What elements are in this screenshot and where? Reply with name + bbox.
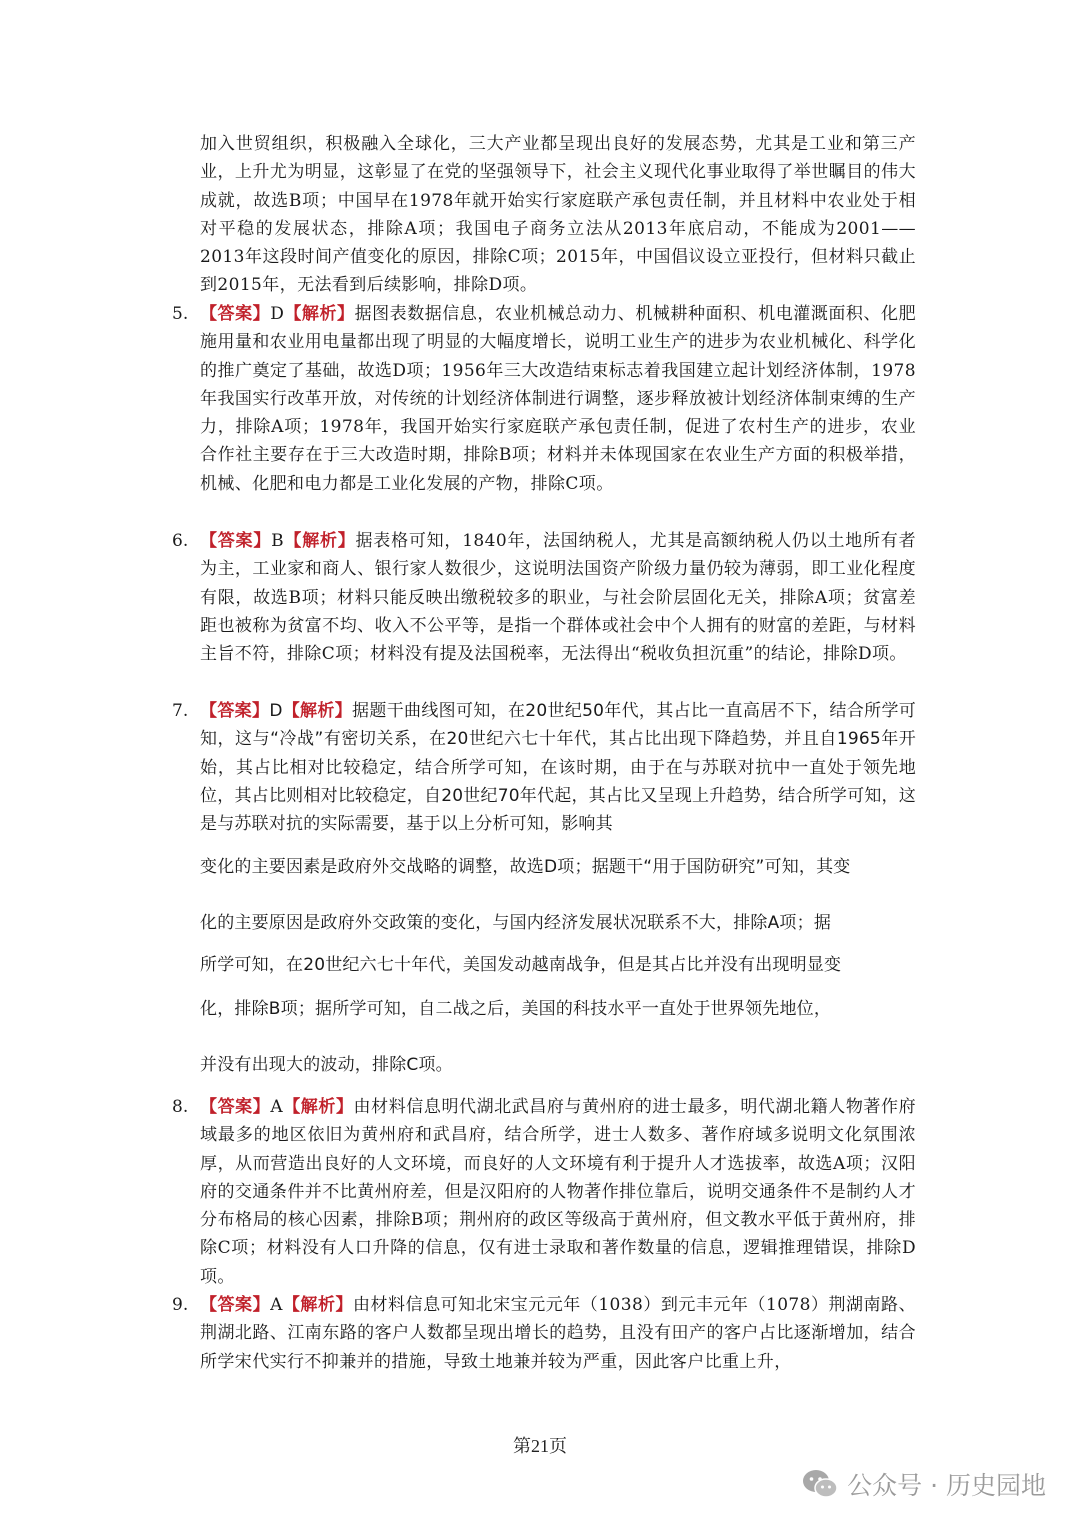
item-number: 8.	[172, 1097, 189, 1117]
answer-label: 【答案】	[200, 1295, 271, 1315]
answer-label: 【答案】	[200, 701, 270, 721]
item-body	[200, 1093, 916, 1291]
analysis-text: 据题干曲线图可知，在20世纪50年代，其占比一直高居不下，结合所学可知，这与“冷战”有密切关系，在20世纪六七十年代，其占比出现下降趋势，并且自1965年开始，其占比相对比较稳定，结合所学可知，在该时期，由于在与苏联对抗中一直处于领先地位，其占比则相对比较稳定，自20世纪70年代起，其占比又呈现上升趋势，结合所学可知，这是与苏联对抗的实际需要，基于以上分析可知，影响其	[200, 701, 916, 835]
answer-choice: A	[270, 1097, 284, 1117]
watermark	[801, 1464, 1046, 1504]
analysis-label: 【解析】	[282, 701, 353, 721]
analysis-label: 【解析】	[283, 1097, 354, 1117]
item-number: 9.	[172, 1295, 189, 1315]
item-7-continuation-3: 所学可知，在20世纪六七十年代，美国发动越南战争，但是其占比并没有出现明显变	[200, 955, 842, 975]
page-number: 第21页	[513, 1436, 567, 1456]
answer-item-5	[172, 300, 916, 498]
answer-item-7	[172, 697, 916, 838]
item-7-continuation-2: 化的主要原因是政府外交政策的变化，与国内经济发展状况联系不大，排除A项；据	[200, 913, 832, 933]
wechat-icon	[801, 1468, 839, 1500]
item-number: 5.	[172, 304, 189, 324]
item-7-continuation-1: 变化的主要因素是政府外交战略的调整，故选D项；据题干“用于国防研究”可知，其变	[200, 857, 851, 877]
analysis-text: 据表格可知，1840年，法国纳税人，尤其是高额纳税人仍以土地所有者为主，工业家和商人、银行家人数很少，这说明法国资产阶级力量仍较为薄弱，即工业化程度有限，故选B项；材料只能反映出缴税较多的职业，与社会阶层固化无关，排除A项；贫富差距也被称为贫富不均、收入不公平等，是指一个群体或社会中个人拥有的财富的差距，与材料主旨不符，排除C项；材料没有提及法国税率，无法得出“税收负担沉重”的结论，排除D项。	[200, 531, 916, 665]
item-body	[200, 300, 916, 498]
analysis-text: 由材料信息明代湖北武昌府与黄州府的进士最多，明代湖北籍人物著作府域最多的地区依旧为黄州府和武昌府，结合所学，进士人数多、著作府域多说明文化氛围浓厚，从而营造出良好的人文环境，而良好的人文环境有利于提升人才选拔率，故选A项；汉阳府的交通条件并不比黄州府差，但是汉阳府的人物著作排位靠后，说明交通条件不是制约人才分布格局的核心因素，排除B项；荆州府的政区等级高于黄州府，但文教水平低于黄州府，排除C项；材料没有人口升降的信息，仅有进士录取和著作数量的信息，逻辑推理错误，排除D项。	[200, 1097, 916, 1287]
item-body	[200, 527, 916, 668]
answer-item-9	[172, 1291, 916, 1376]
analysis-text: 由材料信息可知北宋宝元元年（1038）到元丰元年（1078）荆湖南路、荆湖北路、江南东路的客户人数都呈现出增长的趋势，且没有田产的客户占比逐渐增加，结合所学宋代实行不抑兼并的措施，导致土地兼并较为严重，因此客户比重上升，	[200, 1295, 916, 1372]
answer-choice: A	[270, 1295, 283, 1315]
item-7-continuation-5: 并没有出现大的波动，排除C项。	[200, 1055, 453, 1075]
analysis-label: 【解析】	[284, 304, 355, 324]
answer-choice: B	[271, 531, 285, 551]
item-number: 7.	[172, 701, 189, 721]
watermark-text: 公众号 · 历史园地	[847, 1471, 1046, 1500]
answer-item-6	[172, 527, 916, 668]
answer-label: 【答案】	[200, 304, 271, 324]
analysis-label: 【解析】	[284, 531, 356, 551]
intro-paragraph: 加入世贸组织，积极融入全球化，三大产业都呈现出良好的发展态势，尤其是工业和第三产业，上升尤为明显，这彰显了在党的坚强领导下，社会主义现代化事业取得了举世瞩目的伟大成就，故选B项；中国早在1978年就开始实行家庭联产承包责任制，并且材料中农业处于相对平稳的发展状态，排除A项；我国电子商务立法从2013年底启动，不能成为2001——2013年这段时间产值变化的原因，排除C项；2015年，中国倡议设立亚投行，但材料只截止到2015年，无法看到后续影响，排除D项。	[200, 134, 916, 296]
analysis-label: 【解析】	[282, 1295, 353, 1315]
answer-choice: D	[270, 304, 285, 324]
answer-item-8	[172, 1093, 916, 1291]
item-7-continuation-4: 化，排除B项；据所学可知，自二战之后，美国的科技水平一直处于世界领先地位，	[200, 999, 832, 1019]
answer-label: 【答案】	[200, 1097, 271, 1117]
answer-choice: D	[269, 701, 283, 721]
analysis-text: 据图表数据信息，农业机械总动力、机械耕种面积、机电灌溉面积、化肥施用量和农业用电量都出现了明显的大幅度增长，说明工业生产的进步为农业机械化、科学化的推广奠定了基础，故选D项；1956年三大改造结束标志着我国建立起计划经济体制，1978年我国实行改革开放，对传统的计划经济体制进行调整，逐步释放被计划经济体制束缚的生产力，排除A项；1978年，我国开始实行家庭联产承包责任制，促进了农村生产的进步，农业合作社主要存在于三大改造时期，排除B项；材料并未体现国家在农业生产方面的积极举措，机械、化肥和电力都是工业化发展的产物，排除C项。	[200, 304, 916, 494]
item-body	[200, 1291, 916, 1376]
item-number: 6.	[172, 531, 189, 551]
answer-label: 【答案】	[200, 531, 272, 551]
item-body	[200, 697, 916, 838]
